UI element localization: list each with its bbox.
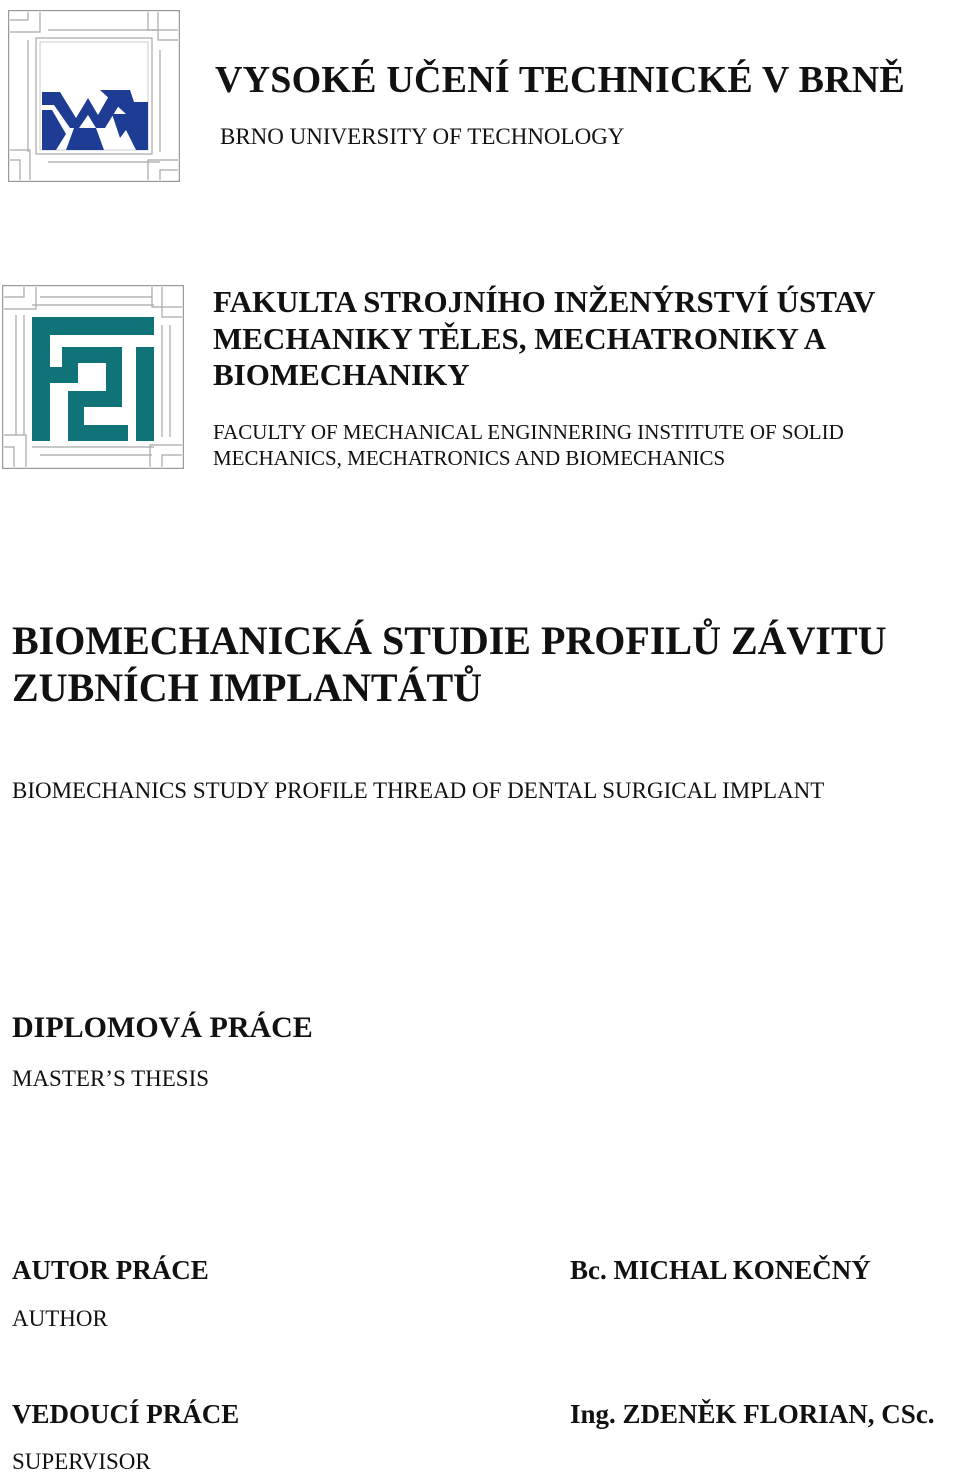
supervisor-label-en: SUPERVISOR — [12, 1449, 151, 1474]
university-name-en: BRNO UNIVERSITY OF TECHNOLOGY — [220, 124, 625, 149]
faculty-name-en: FACULTY OF MECHANICAL ENGINNERING INSTITUTE OF SOLID MECHANICS, MECHATRONICS AND BIOMECHANICS — [213, 420, 844, 470]
thesis-type-en: MASTER’S THESIS — [12, 1066, 210, 1091]
author-label-cz: AUTOR PRÁCE — [12, 1255, 209, 1285]
supervisor-name: Ing. ZDENĚK FLORIAN, CSc. — [570, 1399, 935, 1429]
supervisor-label-cz: VEDOUCÍ PRÁCE — [12, 1399, 240, 1429]
fsi-logo-icon — [2, 285, 184, 469]
thesis-title-cz: BIOMECHANICKÁ STUDIE PROFILŮ ZÁVITU ZUBNÍCH IMPLANTÁTŮ — [12, 618, 887, 710]
thesis-title-en: BIOMECHANICS STUDY PROFILE THREAD OF DENTAL SURGICAL IMPLANT — [12, 778, 825, 803]
university-name-cz: VYSOKÉ UČENÍ TECHNICKÉ V BRNĚ — [215, 59, 905, 101]
author-name: Bc. MICHAL KONEČNÝ — [570, 1255, 871, 1285]
author-label-en: AUTHOR — [12, 1306, 108, 1331]
vut-logo-icon — [8, 10, 180, 182]
thesis-type-cz: DIPLOMOVÁ PRÁCE — [12, 1011, 313, 1044]
faculty-name-cz: FAKULTA STROJNÍHO INŽENÝRSTVÍ ÚSTAV MECHANIKY TĚLES, MECHATRONIKY A BIOMECHANIKY — [213, 284, 875, 392]
